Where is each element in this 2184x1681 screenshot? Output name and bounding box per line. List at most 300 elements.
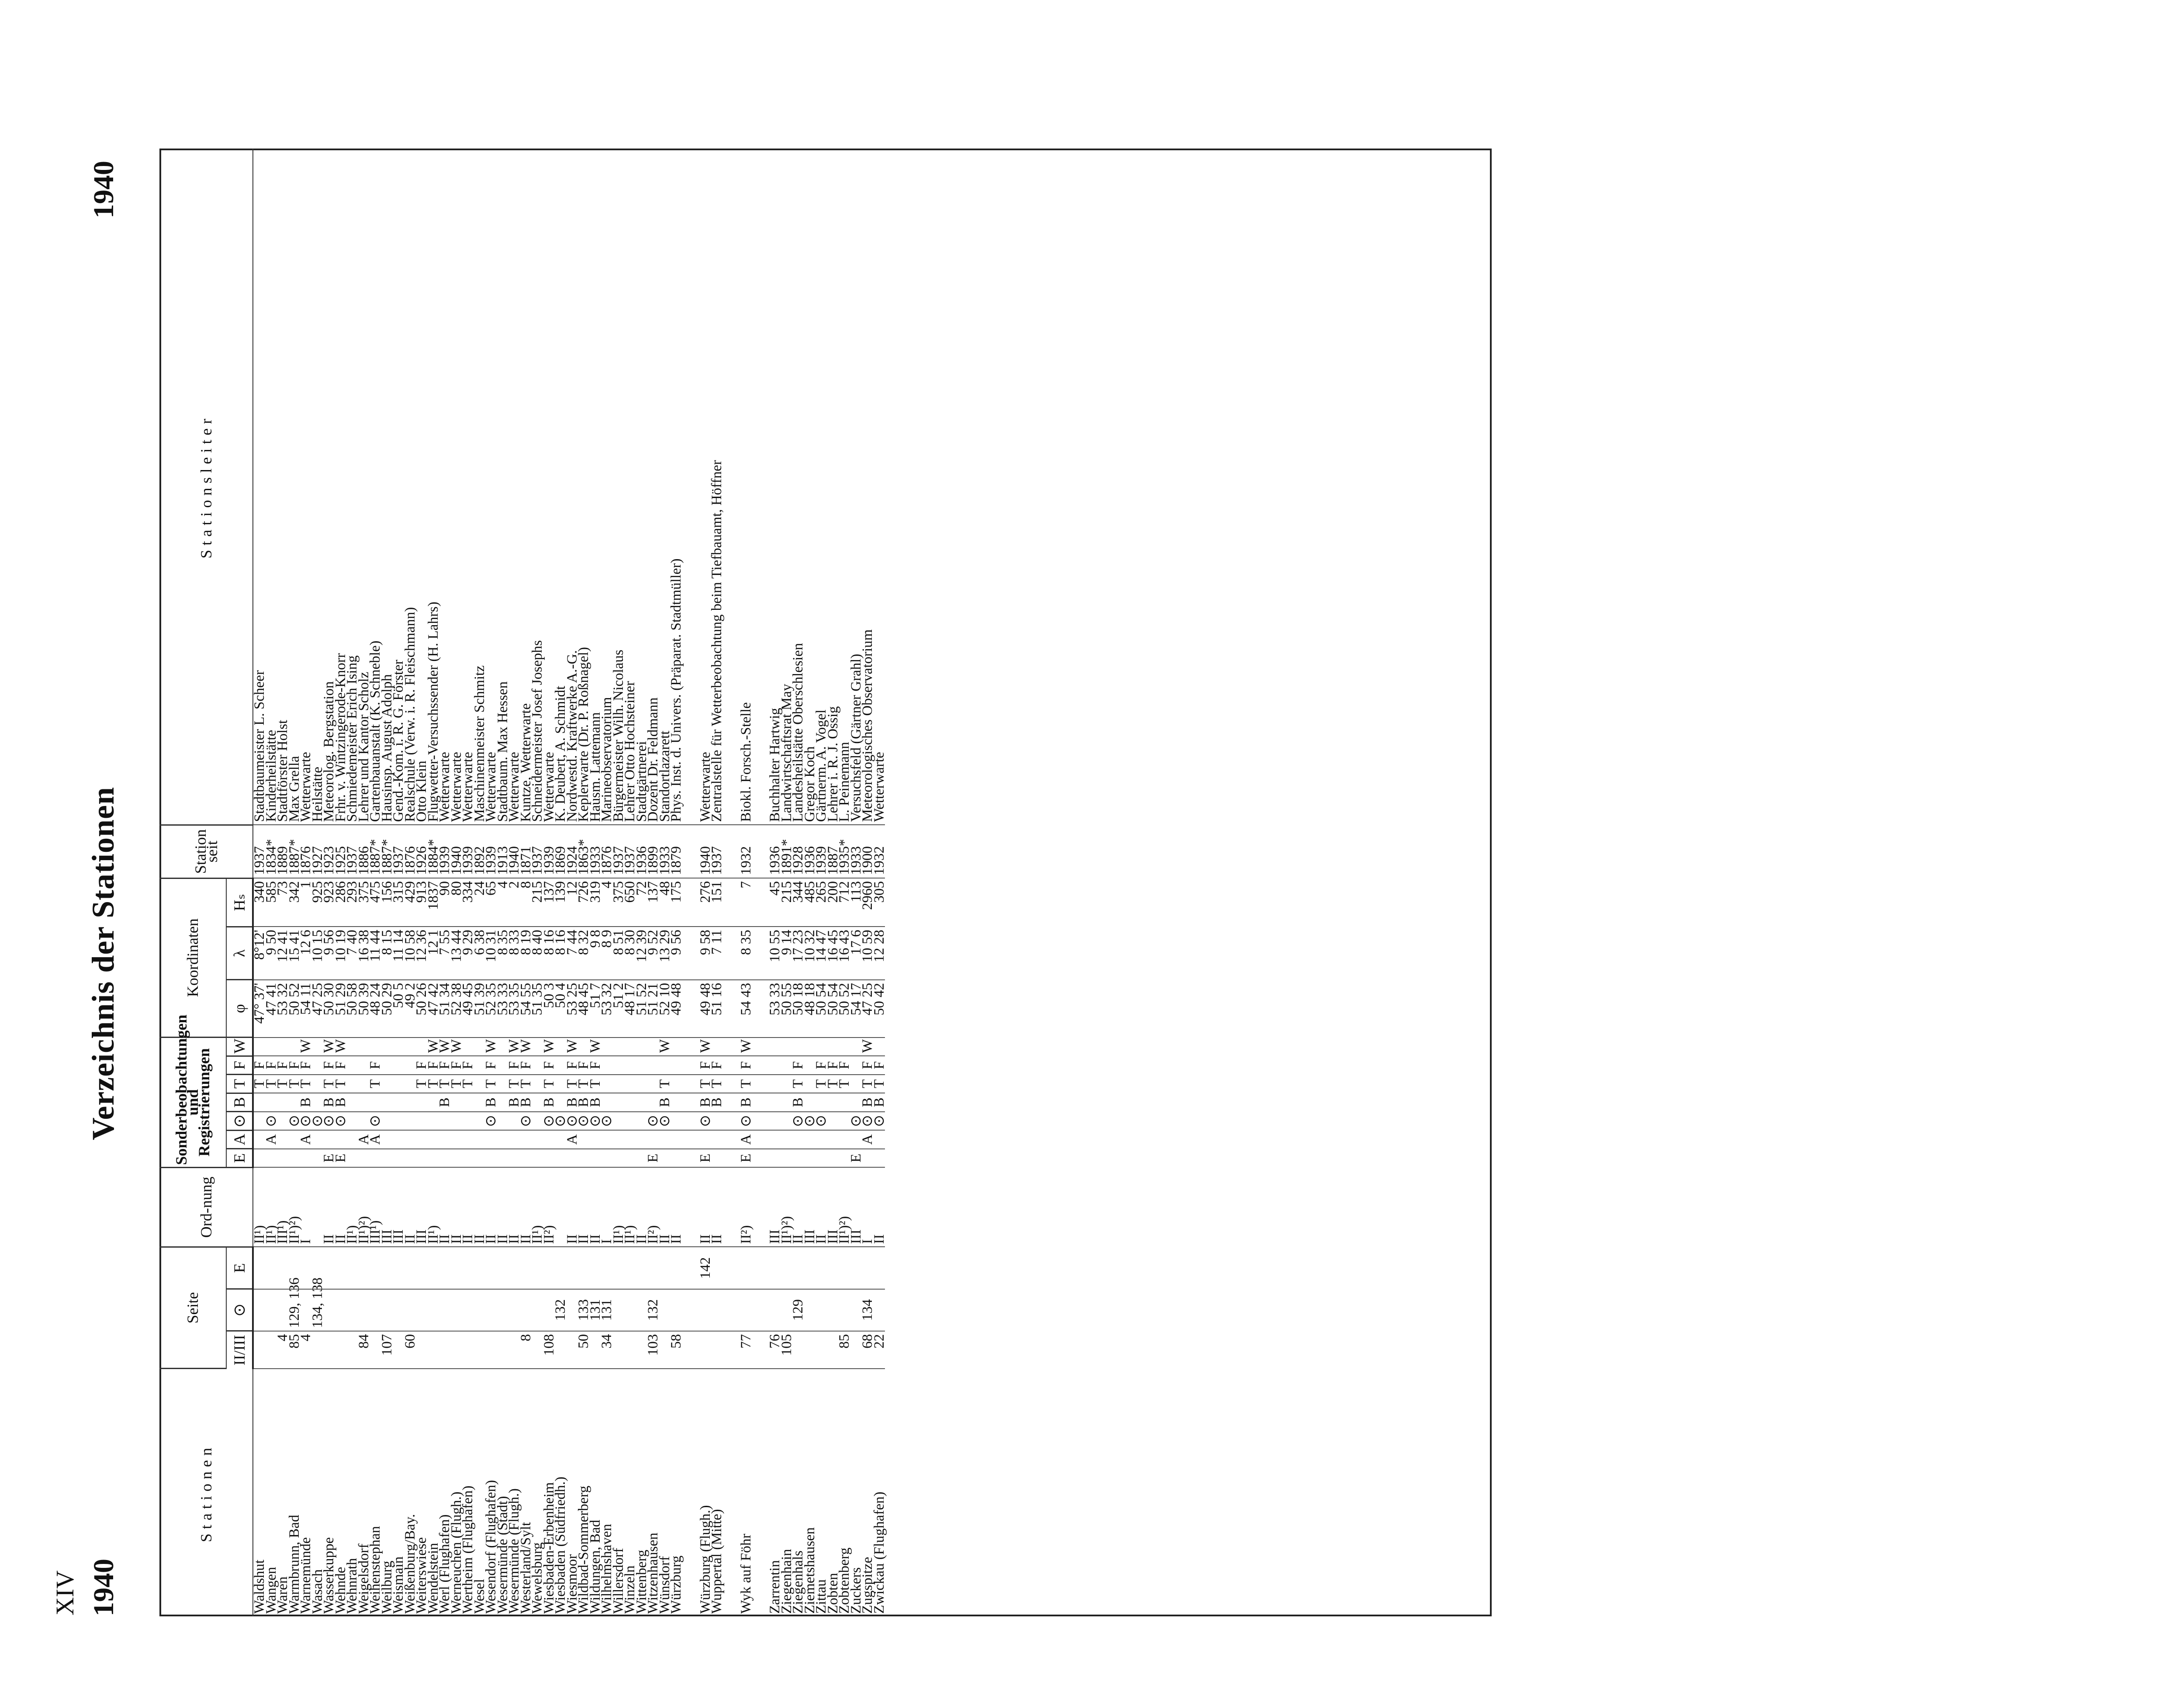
station-seit: 1937: [711, 825, 723, 879]
coord-lambda: 7 44: [567, 927, 578, 980]
row-gap: [682, 149, 700, 1616]
sonder-b: B: [485, 1093, 497, 1112]
gap-cell: [682, 878, 700, 927]
station-seit: 1899: [647, 825, 659, 879]
seite-2: 133: [578, 1289, 590, 1331]
sonder-e: [404, 1149, 416, 1168]
gap-cell: [682, 1369, 700, 1616]
seite-1: [711, 1331, 723, 1369]
sonder-e: [300, 1149, 312, 1168]
sonder-f: F: [485, 1056, 497, 1075]
station-seit: 1937: [253, 825, 266, 879]
sonder-b: [462, 1093, 474, 1112]
seite-3: [636, 1247, 648, 1289]
seite-1: [462, 1331, 474, 1369]
station-seit: 1879: [670, 825, 682, 879]
sonder-f: [393, 1056, 404, 1075]
seite-2: 134: [862, 1289, 874, 1331]
stationsleiter: Wetterwarte: [508, 149, 520, 825]
station-seit: 1937: [624, 825, 636, 879]
coord-lambda: 10 15: [312, 927, 324, 980]
coord-lambda: 6 38: [474, 927, 486, 980]
ordnung: II: [335, 1167, 347, 1247]
coord-hs: 342: [289, 878, 301, 927]
sonder-sun: ⊙: [792, 1112, 804, 1131]
station-seit: 1936: [769, 825, 781, 879]
seite-3: [874, 1247, 885, 1289]
coord-hs: 375: [358, 878, 370, 927]
stationsleiter: Wetterwarte: [462, 149, 474, 825]
station-seit: 1887: [827, 825, 839, 879]
sonder-sun: ⊙: [266, 1112, 277, 1131]
sonder-w: [792, 1038, 804, 1056]
coord-lambda: 12 1: [428, 927, 439, 980]
station-seit: 1889: [277, 825, 289, 879]
seite-2: 131: [590, 1289, 601, 1331]
stationsleiter: Standortlazarett: [659, 149, 671, 825]
sonder-e: [289, 1149, 301, 1168]
ordnung: II: [670, 1167, 682, 1247]
stationsleiter: Heilstätte: [312, 149, 324, 825]
station-name: Wiesmoor: [564, 1554, 580, 1614]
seite-2: [439, 1289, 451, 1331]
sonder-w: W: [590, 1038, 601, 1056]
gap-cell: [752, 1093, 769, 1112]
station-name: Waren: [275, 1576, 291, 1614]
gap-cell: [752, 1130, 769, 1149]
stationsleiter: Landesheilstätte Oberschlesien: [792, 149, 804, 825]
sonder-b: [381, 1093, 393, 1112]
stationsleiter: Kuntze, Wetterwarte: [520, 149, 532, 825]
sonder-f: F: [839, 1056, 850, 1075]
coord-hs: 334: [462, 878, 474, 927]
sonder-sun: [439, 1112, 451, 1131]
coord-lambda: 13 44: [451, 927, 463, 980]
sonder-a: [839, 1130, 850, 1149]
coord-phi: 54 43: [740, 980, 752, 1038]
seite-2: [740, 1289, 752, 1331]
station-name: Zobten: [825, 1573, 841, 1614]
stationsleiter: Wetterwarte: [300, 149, 312, 825]
gap-cell: [682, 1093, 700, 1112]
sonder-sun: ⊙: [647, 1112, 659, 1131]
col-seite: Seite: [159, 1247, 226, 1368]
seite-3: [404, 1247, 416, 1289]
coord-phi: 54 11: [300, 980, 312, 1038]
coord-hs: 1: [300, 878, 312, 927]
ordnung: II: [323, 1167, 335, 1247]
coord-hs: 151: [711, 878, 723, 927]
row-gap: [723, 149, 740, 1616]
sonder-t: T: [816, 1075, 827, 1093]
table-row: [874, 149, 885, 1616]
sonder-f: F: [862, 1056, 874, 1075]
gap-cell: [723, 878, 740, 927]
stationsleiter: Schneidermeister Josef Josephs: [532, 149, 543, 825]
sonder-sun: [393, 1112, 404, 1131]
sonder-e: [874, 1149, 885, 1168]
coord-lambda: 8 16: [543, 927, 555, 980]
sonder-a: A: [358, 1130, 370, 1149]
sonder-t: T: [289, 1075, 301, 1093]
sonder-t: T: [578, 1075, 590, 1093]
coord-lambda: 8 19: [520, 927, 532, 980]
station-seit: 1939: [543, 825, 555, 879]
station-name: Würzburg (Flugh.): [697, 1505, 713, 1614]
gap-cell: [723, 1149, 740, 1168]
ordnung: III: [804, 1167, 816, 1247]
ordnung: III¹): [370, 1167, 381, 1247]
gap-cell: [752, 1289, 769, 1331]
col-s-b: B: [226, 1093, 253, 1112]
station-name: Zuckers: [848, 1567, 864, 1614]
sonder-sun: ⊙: [740, 1112, 752, 1131]
sonder-sun: [416, 1112, 428, 1131]
ordnung: II¹): [346, 1167, 358, 1247]
sonder-e: [578, 1149, 590, 1168]
station-seit: 1932: [874, 825, 885, 879]
seite-1: 84: [358, 1331, 370, 1369]
station-seit: 1933: [590, 825, 601, 879]
station-seit: 1940: [451, 825, 463, 879]
gap-cell: [723, 1075, 740, 1093]
sonder-sun: [428, 1112, 439, 1131]
seite-3: [381, 1247, 393, 1289]
sonder-e: [816, 1149, 827, 1168]
station-name: Ziegenhals: [790, 1550, 806, 1614]
coord-lambda: 10 32: [804, 927, 816, 980]
sonder-e: [381, 1149, 393, 1168]
sonder-e: [543, 1149, 555, 1168]
sonder-b: [266, 1093, 277, 1112]
seite-3: [370, 1247, 381, 1289]
ordnung: II: [578, 1167, 590, 1247]
sonder-e: [439, 1149, 451, 1168]
gap-cell: [752, 1247, 769, 1289]
sonder-a: [613, 1130, 625, 1149]
sonder-f: F: [792, 1056, 804, 1075]
station-seit: 1937: [346, 825, 358, 879]
coord-hs: 113: [850, 878, 862, 927]
sonder-a: [416, 1130, 428, 1149]
sonder-e: [485, 1149, 497, 1168]
coord-phi: 53 33: [497, 980, 509, 1038]
sonder-w: W: [451, 1038, 463, 1056]
sonder-w: [839, 1038, 850, 1056]
station-seit: 1923: [323, 825, 335, 879]
sonder-a: [532, 1130, 543, 1149]
stationsleiter: Biokl. Forsch.-Stelle: [740, 149, 752, 825]
seite-1: 76: [769, 1331, 781, 1369]
sonder-e: [555, 1149, 567, 1168]
sonder-sun: ⊙: [543, 1112, 555, 1131]
seite-2: [381, 1289, 393, 1331]
stationsleiter: Wetterwarte: [543, 149, 555, 825]
seite-1: [323, 1331, 335, 1369]
sonder-b: [404, 1093, 416, 1112]
seite-3: [624, 1247, 636, 1289]
coord-hs: 175: [670, 878, 682, 927]
gap-cell: [682, 1130, 700, 1149]
sonder-w: W: [567, 1038, 578, 1056]
gap-cell: [723, 980, 740, 1038]
coord-hs: 293: [346, 878, 358, 927]
sonder-sun: [769, 1112, 781, 1131]
gap-cell: [752, 927, 769, 980]
station-seit: 1900: [862, 825, 874, 879]
ordnung: II: [590, 1167, 601, 1247]
seite-2: [404, 1289, 416, 1331]
stationsleiter: Lehrer i. R. J. Ossig: [827, 149, 839, 825]
stationsleiter: Dozent Dr. Feldmann: [647, 149, 659, 825]
station-name: Ziemetshausen: [802, 1527, 818, 1614]
sonder-a: [781, 1130, 793, 1149]
coord-lambda: 8 51: [613, 927, 625, 980]
seite-2: [520, 1289, 532, 1331]
sonder-a: A: [862, 1130, 874, 1149]
station-name: Wasach: [309, 1569, 325, 1614]
sonder-sun: [404, 1112, 416, 1131]
seite-3: [850, 1247, 862, 1289]
coord-phi: 47 41: [266, 980, 277, 1038]
station-seit: 1871: [520, 825, 532, 879]
ordnung: II: [874, 1167, 885, 1247]
ordnung: II: [474, 1167, 486, 1247]
sonder-a: A: [266, 1130, 277, 1149]
sonder-t: T: [543, 1075, 555, 1093]
sonder-t: T: [370, 1075, 381, 1093]
coord-hs: 340: [253, 878, 266, 927]
sonder-e: [567, 1149, 578, 1168]
stationsleiter: Zentralstelle für Wetterbeobachtung beim Tiefbauamt, Höffner: [711, 149, 723, 825]
seite-3: [253, 1247, 266, 1289]
sonder-f: [769, 1056, 781, 1075]
gap-cell: [752, 825, 769, 879]
sonder-a: [590, 1130, 601, 1149]
sonder-b: [253, 1093, 266, 1112]
table-body: [253, 149, 885, 1616]
sonder-b: [816, 1093, 827, 1112]
coord-hs: 2: [508, 878, 520, 927]
sonder-t: [769, 1075, 781, 1093]
coord-hs: 726: [578, 878, 590, 927]
sonder-b: B: [323, 1093, 335, 1112]
ordnung: II²): [740, 1167, 752, 1247]
station-name: Wehnde: [332, 1567, 349, 1614]
rotated-page: [51, 149, 1492, 1616]
ordnung: II: [816, 1167, 827, 1247]
coord-hs: 923: [323, 878, 335, 927]
stationsleiter: Flugwetter-Versuchssender (H. Lahrs): [428, 149, 439, 825]
seite-1: 58: [670, 1331, 682, 1369]
gap-cell: [723, 1289, 740, 1331]
sonder-t: [613, 1075, 625, 1093]
sonder-e: [266, 1149, 277, 1168]
seite-2: [670, 1289, 682, 1331]
seite-2: [839, 1289, 850, 1331]
coord-lambda: 9 50: [266, 927, 277, 980]
ordnung: III: [416, 1167, 428, 1247]
sonder-b: B: [874, 1093, 885, 1112]
sonder-b: B: [792, 1093, 804, 1112]
station-name: Willersdorf: [610, 1548, 626, 1614]
seite-3: [485, 1247, 497, 1289]
seite-3: 142: [700, 1247, 712, 1289]
station-name: Wangen: [263, 1567, 279, 1614]
sonder-t: T: [485, 1075, 497, 1093]
sonder-f: F: [462, 1056, 474, 1075]
sonder-w: W: [300, 1038, 312, 1056]
sonder-t: T: [827, 1075, 839, 1093]
col-seite-1: II/III: [226, 1331, 253, 1369]
sonder-t: T: [428, 1075, 439, 1093]
coord-phi: 50 4: [555, 980, 567, 1038]
station-name: Weihenstephan: [367, 1526, 384, 1614]
sonder-b: B: [335, 1093, 347, 1112]
coord-phi: 52 38: [451, 980, 463, 1038]
station-name: Wesendorf (Flughafen): [483, 1480, 499, 1614]
sonder-w: [393, 1038, 404, 1056]
coord-lambda: 9 29: [462, 927, 474, 980]
seite-3: [428, 1247, 439, 1289]
sonder-e: [520, 1149, 532, 1168]
sonder-b: B: [300, 1093, 312, 1112]
station-name: Weißenburg/Bay.: [402, 1514, 418, 1614]
gap-cell: [682, 1056, 700, 1075]
ordnung: II¹)²): [358, 1167, 370, 1247]
seite-3: [613, 1247, 625, 1289]
seite-2: [358, 1289, 370, 1331]
seite-2: [827, 1289, 839, 1331]
sonder-e: [277, 1149, 289, 1168]
stationsleiter: Stadtförster Holst: [277, 149, 289, 825]
station-seit: 1927: [312, 825, 324, 879]
coord-phi: 47 42: [428, 980, 439, 1038]
col-s-t: T: [226, 1075, 253, 1093]
sonder-w: [816, 1038, 827, 1056]
sonder-e: [497, 1149, 509, 1168]
sonder-f: [624, 1056, 636, 1075]
stationsleiter: L. Peinemann: [839, 149, 850, 825]
station-name: Wesermünde (Stadt): [494, 1496, 511, 1614]
sonder-w: [266, 1038, 277, 1056]
sonder-a: [700, 1130, 712, 1149]
sonder-t: T: [520, 1075, 532, 1093]
station-name: Wiesbaden-Erbenheim: [541, 1482, 557, 1614]
ordnung: III: [827, 1167, 839, 1247]
seite-1: [439, 1331, 451, 1369]
sonder-sun: ⊙: [578, 1112, 590, 1131]
seite-2: [253, 1289, 266, 1331]
col-s-sun: ⊙: [226, 1112, 253, 1131]
station-seit: 1892: [474, 825, 486, 879]
seite-2: [266, 1289, 277, 1331]
sonder-w: [358, 1038, 370, 1056]
coord-hs: 137: [543, 878, 555, 927]
coord-phi: 50 26: [416, 980, 428, 1038]
coord-lambda: 8 35: [497, 927, 509, 980]
coord-phi: 51 21: [647, 980, 659, 1038]
sonder-f: F: [827, 1056, 839, 1075]
page-title: Verzeichnis der Stationen: [86, 787, 121, 1140]
ordnung: II: [711, 1167, 723, 1247]
sonder-b: [370, 1093, 381, 1112]
station-seit: 1932: [740, 825, 752, 879]
seite-1: 34: [601, 1331, 613, 1369]
coord-hs: 215: [532, 878, 543, 927]
stationsleiter: Otto Klein: [416, 149, 428, 825]
sonder-f: F: [567, 1056, 578, 1075]
sonder-sun: ⊙: [601, 1112, 613, 1131]
sonder-a: [543, 1130, 555, 1149]
seite-3: [792, 1247, 804, 1289]
seite-3: [827, 1247, 839, 1289]
coord-phi: 50 54: [816, 980, 827, 1038]
col-sonder: Sonderbeobachtungen und Registrierungen: [159, 1038, 226, 1168]
gap-cell: [723, 1112, 740, 1131]
ordnung: II: [700, 1167, 712, 1247]
col-seite-3: E: [226, 1247, 253, 1289]
sonder-b: [827, 1093, 839, 1112]
seite-3: [578, 1247, 590, 1289]
seite-1: [428, 1331, 439, 1369]
sonder-t: T: [659, 1075, 671, 1093]
ordnung: III¹): [277, 1167, 289, 1247]
sonder-t: T: [462, 1075, 474, 1093]
station-seit: 1876: [601, 825, 613, 879]
seite-2: [393, 1289, 404, 1331]
ordnung: II: [520, 1167, 532, 1247]
ordnung: II: [462, 1167, 474, 1247]
seite-3: [590, 1247, 601, 1289]
ordnung: II¹): [253, 1167, 266, 1247]
seite-1: [804, 1331, 816, 1369]
seite-2: [700, 1289, 712, 1331]
sonder-w: W: [323, 1038, 335, 1056]
coord-hs: 139: [555, 878, 567, 927]
coord-lambda: 9 52: [647, 927, 659, 980]
sonder-a: [647, 1130, 659, 1149]
station-name: Weiterswiese: [414, 1537, 430, 1614]
station-seit: 1933: [850, 825, 862, 879]
stationsleiter: Versuchsfeld (Gärtner Grahl): [850, 149, 862, 825]
sonder-a: [827, 1130, 839, 1149]
coord-lambda: 7 55: [439, 927, 451, 980]
coord-lambda: 8 15: [381, 927, 393, 980]
stationsleiter: Nordwestd. Kraftwerke A.-G.: [567, 149, 578, 825]
sonder-w: W: [740, 1038, 752, 1056]
sonder-e: E: [323, 1149, 335, 1168]
sonder-e: [670, 1149, 682, 1168]
coord-phi: 51 16: [711, 980, 723, 1038]
stationsleiter: Buchhalter Hartwig: [769, 149, 781, 825]
sonder-e: [769, 1149, 781, 1168]
coord-hs: 137: [647, 878, 659, 927]
sonder-e: [451, 1149, 463, 1168]
station-name: Waldshut: [251, 1560, 267, 1614]
coord-lambda: 8 9: [601, 927, 613, 980]
ordnung: II: [439, 1167, 451, 1247]
seite-2: [497, 1289, 509, 1331]
seite-3: [816, 1247, 827, 1289]
stationsleiter: Gregor Koch: [804, 149, 816, 825]
sonder-sun: ⊙: [555, 1112, 567, 1131]
stationsleiter: Marineobservatorium: [601, 149, 613, 825]
station-name: Wyk auf Föhr: [738, 1533, 754, 1614]
station-name: Wesermünde (Flugh.): [506, 1488, 522, 1614]
station-seit: 1939: [462, 825, 474, 879]
station-name: Zugspitze: [860, 1556, 876, 1614]
